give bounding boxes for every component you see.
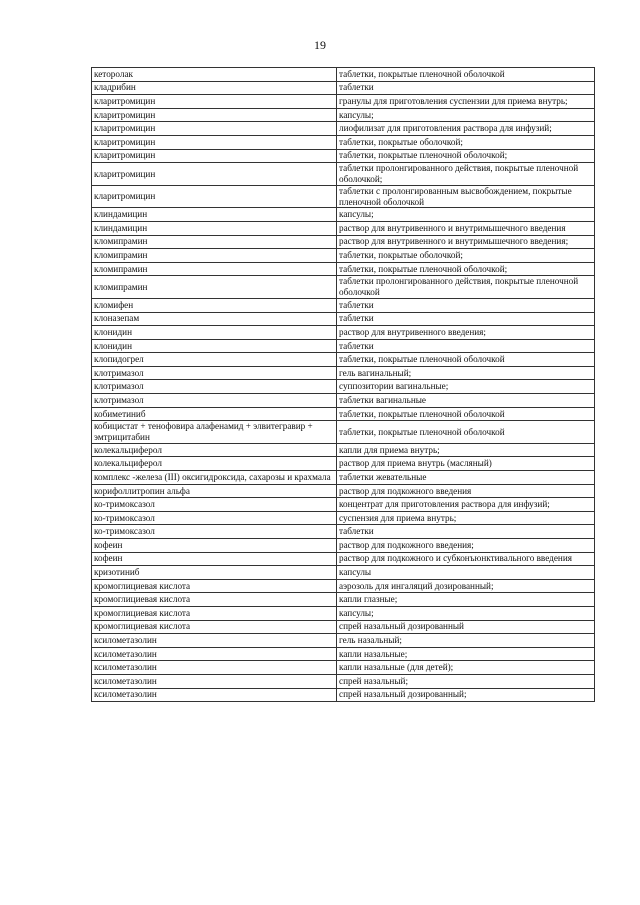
table-row: [92, 108, 595, 122]
drug-name-cell: ксилометазолин: [92, 674, 337, 688]
table-row: [92, 380, 595, 394]
drug-table: [91, 67, 595, 702]
table-row: [92, 95, 595, 109]
drug-name-cell: кеторолак: [92, 68, 337, 82]
drug-name-cell: кларитромицин: [92, 185, 337, 208]
dosage-form-cell: капсулы;: [337, 606, 595, 620]
table-row: [92, 443, 595, 457]
table-row: [92, 326, 595, 340]
drug-name-cell: кломифен: [92, 298, 337, 312]
dosage-form-cell: спрей назальный дозированный: [337, 620, 595, 634]
drug-name-cell: ксилометазолин: [92, 661, 337, 675]
table-row: [92, 68, 595, 82]
drug-name-cell: кофеин: [92, 552, 337, 566]
dosage-form-cell: капсулы;: [337, 108, 595, 122]
table-row: [92, 298, 595, 312]
table-row: [92, 634, 595, 648]
drug-name-cell: кларитромицин: [92, 135, 337, 149]
drug-name-cell: ко-тримоксазол: [92, 511, 337, 525]
drug-name-cell: ко-тримоксазол: [92, 525, 337, 539]
drug-name-cell: кофеин: [92, 539, 337, 553]
drug-name-cell: кларитромицин: [92, 95, 337, 109]
dosage-form-cell: таблетки: [337, 339, 595, 353]
drug-name-cell: комплекс -железа (III) оксигидроксида, сахарозы и крахмала: [92, 471, 337, 485]
dosage-form-cell: капли назальные (для детей);: [337, 661, 595, 675]
drug-name-cell: клоназепам: [92, 312, 337, 326]
dosage-form-cell: суппозитории вагинальные;: [337, 380, 595, 394]
dosage-form-cell: раствор для внутривенного введения;: [337, 326, 595, 340]
table-row: [92, 221, 595, 235]
table-row: [92, 276, 595, 299]
drug-name-cell: кломипрамин: [92, 249, 337, 263]
table-row: [92, 647, 595, 661]
dosage-form-cell: таблетки вагинальные: [337, 394, 595, 408]
drug-name-cell: кларитромицин: [92, 108, 337, 122]
drug-name-cell: клиндамицин: [92, 208, 337, 222]
drug-name-cell: колекальциферол: [92, 457, 337, 471]
table-row: [92, 457, 595, 471]
table-row: [92, 366, 595, 380]
dosage-form-cell: раствор для внутривенного и внутримышечного введения;: [337, 235, 595, 249]
dosage-form-cell: таблетки: [337, 312, 595, 326]
drug-name-cell: клотримазол: [92, 366, 337, 380]
table-row: [92, 471, 595, 485]
dosage-form-cell: таблетки, покрытые пленочной оболочкой: [337, 421, 595, 444]
table-row: [92, 163, 595, 186]
drug-name-cell: ко-тримоксазол: [92, 498, 337, 512]
table-row: [92, 525, 595, 539]
dosage-form-cell: таблетки, покрытые оболочкой;: [337, 249, 595, 263]
drug-name-cell: кобиметиниб: [92, 407, 337, 421]
dosage-form-cell: спрей назальный дозированный;: [337, 688, 595, 702]
dosage-form-cell: раствор для приема внутрь (масляный): [337, 457, 595, 471]
dosage-form-cell: концентрат для приготовления раствора для инфузий;: [337, 498, 595, 512]
dosage-form-cell: таблетки: [337, 298, 595, 312]
table-row: [92, 208, 595, 222]
drug-name-cell: кларитромицин: [92, 122, 337, 136]
dosage-form-cell: спрей назальный;: [337, 674, 595, 688]
drug-table-body: [92, 68, 595, 702]
drug-name-cell: кромоглициевая кислота: [92, 579, 337, 593]
table-row: [92, 262, 595, 276]
table-row: [92, 606, 595, 620]
table-row: [92, 235, 595, 249]
drug-name-cell: кромоглициевая кислота: [92, 593, 337, 607]
table-row: [92, 593, 595, 607]
drug-name-cell: корифоллитропин альфа: [92, 484, 337, 498]
dosage-form-cell: таблетки жевательные: [337, 471, 595, 485]
dosage-form-cell: таблетки, покрытые оболочкой;: [337, 135, 595, 149]
table-row: [92, 185, 595, 208]
dosage-form-cell: суспензия для приема внутрь;: [337, 511, 595, 525]
dosage-form-cell: капсулы;: [337, 208, 595, 222]
drug-name-cell: ксилометазолин: [92, 688, 337, 702]
table-row: [92, 566, 595, 580]
dosage-form-cell: капсулы: [337, 566, 595, 580]
table-row: [92, 249, 595, 263]
drug-name-cell: кларитромицин: [92, 149, 337, 163]
dosage-form-cell: аэрозоль для ингаляций дозированный;: [337, 579, 595, 593]
drug-name-cell: кладрибин: [92, 81, 337, 95]
dosage-form-cell: таблетки: [337, 81, 595, 95]
dosage-form-cell: таблетки пролонгированного действия, покрытые пленочной оболочкой: [337, 276, 595, 299]
drug-name-cell: кломипрамин: [92, 262, 337, 276]
drug-name-cell: клотримазол: [92, 394, 337, 408]
table-row: [92, 620, 595, 634]
dosage-form-cell: таблетки, покрытые пленочной оболочкой;: [337, 149, 595, 163]
table-row: [92, 149, 595, 163]
drug-name-cell: кромоглициевая кислота: [92, 620, 337, 634]
drug-name-cell: кризотиниб: [92, 566, 337, 580]
dosage-form-cell: капли глазные;: [337, 593, 595, 607]
dosage-form-cell: таблетки, покрытые пленочной оболочкой: [337, 68, 595, 82]
drug-name-cell: клиндамицин: [92, 221, 337, 235]
table-row: [92, 661, 595, 675]
table-row: [92, 339, 595, 353]
table-row: [92, 81, 595, 95]
dosage-form-cell: таблетки, покрытые пленочной оболочкой: [337, 407, 595, 421]
dosage-form-cell: таблетки пролонгированного действия, покрытые пленочной оболочкой;: [337, 163, 595, 186]
dosage-form-cell: капли назальные;: [337, 647, 595, 661]
table-row: [92, 421, 595, 444]
dosage-form-cell: гранулы для приготовления суспензии для приема внутрь;: [337, 95, 595, 109]
page-number: 19: [314, 38, 326, 52]
dosage-form-cell: таблетки: [337, 525, 595, 539]
dosage-form-cell: раствор для подкожного введения: [337, 484, 595, 498]
drug-name-cell: клопидогрел: [92, 353, 337, 367]
table-row: [92, 353, 595, 367]
dosage-form-cell: гель назальный;: [337, 634, 595, 648]
table-row: [92, 498, 595, 512]
dosage-form-cell: раствор для подкожного и субконъюнктивального введения: [337, 552, 595, 566]
dosage-form-cell: лиофилизат для приготовления раствора для инфузий;: [337, 122, 595, 136]
drug-name-cell: колекальциферол: [92, 443, 337, 457]
dosage-form-cell: таблетки, покрытые пленочной оболочкой;: [337, 262, 595, 276]
table-row: [92, 539, 595, 553]
table-row: [92, 122, 595, 136]
dosage-form-cell: капли для приема внутрь;: [337, 443, 595, 457]
drug-name-cell: кларитромицин: [92, 163, 337, 186]
table-row: [92, 688, 595, 702]
dosage-form-cell: раствор для подкожного введения;: [337, 539, 595, 553]
drug-name-cell: кромоглициевая кислота: [92, 606, 337, 620]
drug-name-cell: кломипрамин: [92, 235, 337, 249]
dosage-form-cell: раствор для внутривенного и внутримышечного введения: [337, 221, 595, 235]
table-row: [92, 312, 595, 326]
drug-name-cell: кломипрамин: [92, 276, 337, 299]
table-row: [92, 552, 595, 566]
table-row: [92, 135, 595, 149]
drug-name-cell: клонидин: [92, 339, 337, 353]
dosage-form-cell: таблетки с пролонгированным высвобождением, покрытые пленочной оболочкой: [337, 185, 595, 208]
dosage-form-cell: таблетки, покрытые пленочной оболочкой: [337, 353, 595, 367]
drug-name-cell: клонидин: [92, 326, 337, 340]
drug-name-cell: клотримазол: [92, 380, 337, 394]
table-row: [92, 579, 595, 593]
table-row: [92, 674, 595, 688]
drug-name-cell: ксилометазолин: [92, 647, 337, 661]
table-row: [92, 484, 595, 498]
table-row: [92, 511, 595, 525]
drug-name-cell: ксилометазолин: [92, 634, 337, 648]
drug-name-cell: кобицистат + тенофовира алафенамид + элвитегравир + эмтрицитабин: [92, 421, 337, 444]
dosage-form-cell: гель вагинальный;: [337, 366, 595, 380]
table-row: [92, 407, 595, 421]
table-row: [92, 394, 595, 408]
